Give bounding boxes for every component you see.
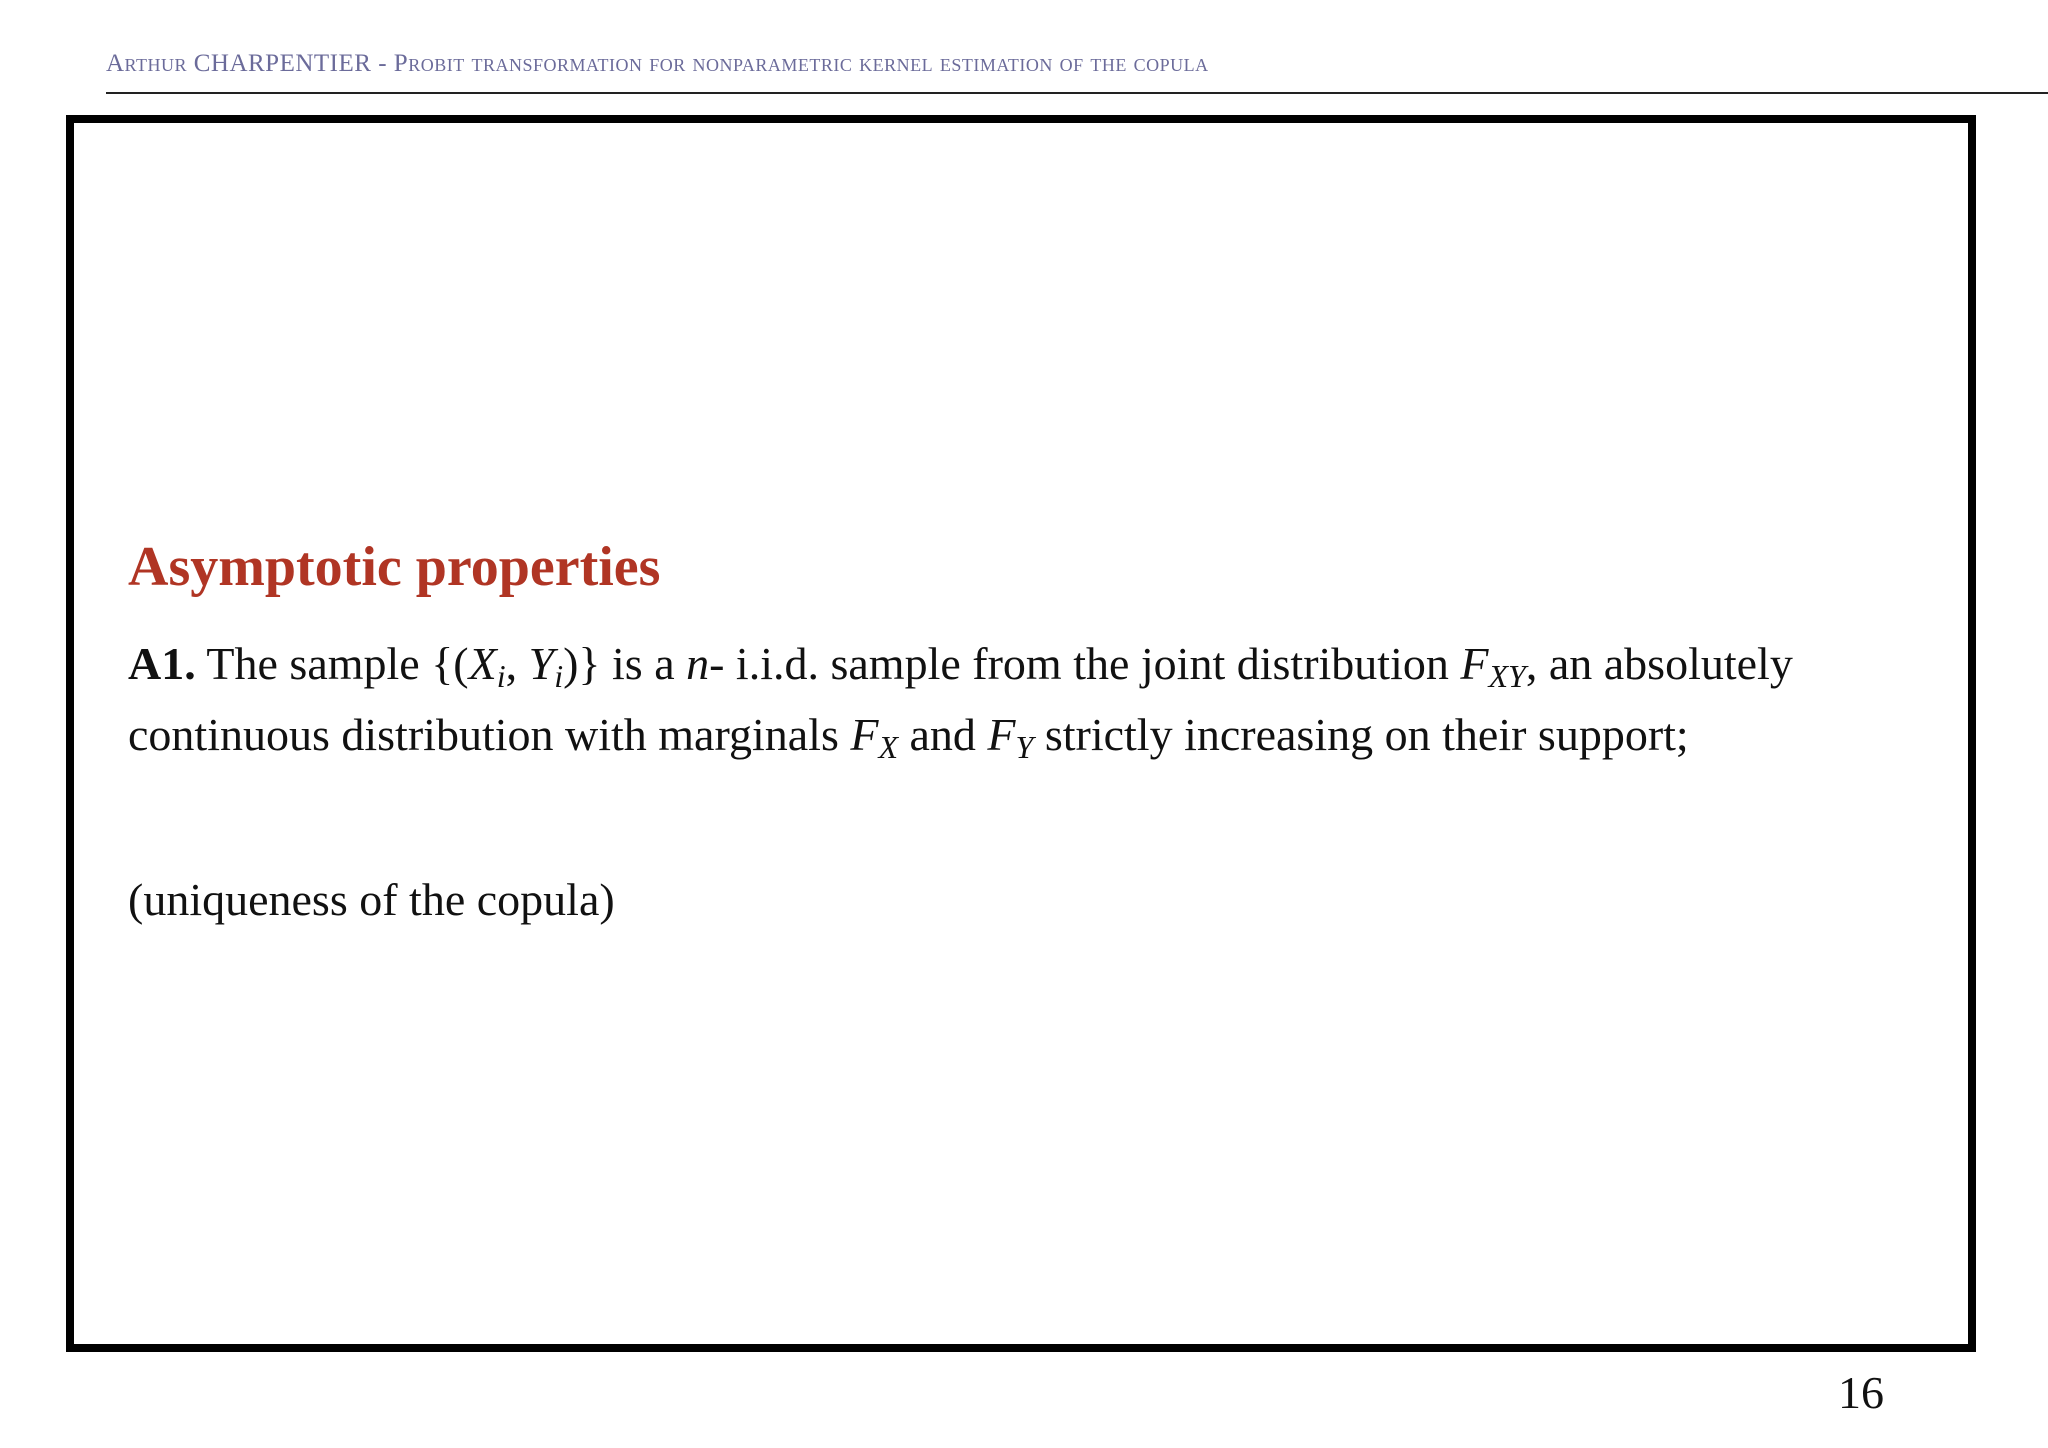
text-1: The sample {( <box>195 638 469 689</box>
var-f-y: F <box>987 709 1016 760</box>
header-title: Probit transformation for nonparametric kernel estimation of the copula <box>393 50 1209 77</box>
var-y: Y <box>528 638 555 689</box>
header-rule <box>106 92 2048 94</box>
section-title: Asymptotic properties <box>128 536 661 598</box>
assumption-a1 <box>128 628 1928 770</box>
sub-xy: XY <box>1488 658 1526 694</box>
header-separator: - <box>371 50 394 77</box>
text-5: and <box>898 709 988 760</box>
text-2: )} is a <box>563 638 687 689</box>
assumption-label: A1. <box>128 638 196 689</box>
sub-i1: i <box>496 658 506 694</box>
text-6: strictly increasing on their support; <box>1033 709 1689 760</box>
sub-y: Y <box>1015 729 1034 765</box>
page-number: 16 <box>1838 1367 1884 1418</box>
sub-i2: i <box>554 658 564 694</box>
var-n: n <box>686 638 710 689</box>
var-f-xy: F <box>1460 638 1489 689</box>
text-3: - i.i.d. sample from the joint distribution <box>709 638 1461 689</box>
text-4: , an absolutely continuous distribution with marginals <box>128 638 1793 760</box>
sub-x: X <box>878 729 898 765</box>
var-f-x: F <box>850 709 879 760</box>
header-author: Arthur CHARPENTIER <box>106 50 372 77</box>
running-header <box>106 50 1209 78</box>
comma: , <box>505 638 529 689</box>
var-x: X <box>468 638 497 689</box>
uniqueness-note: (uniqueness of the copula) <box>128 874 615 925</box>
